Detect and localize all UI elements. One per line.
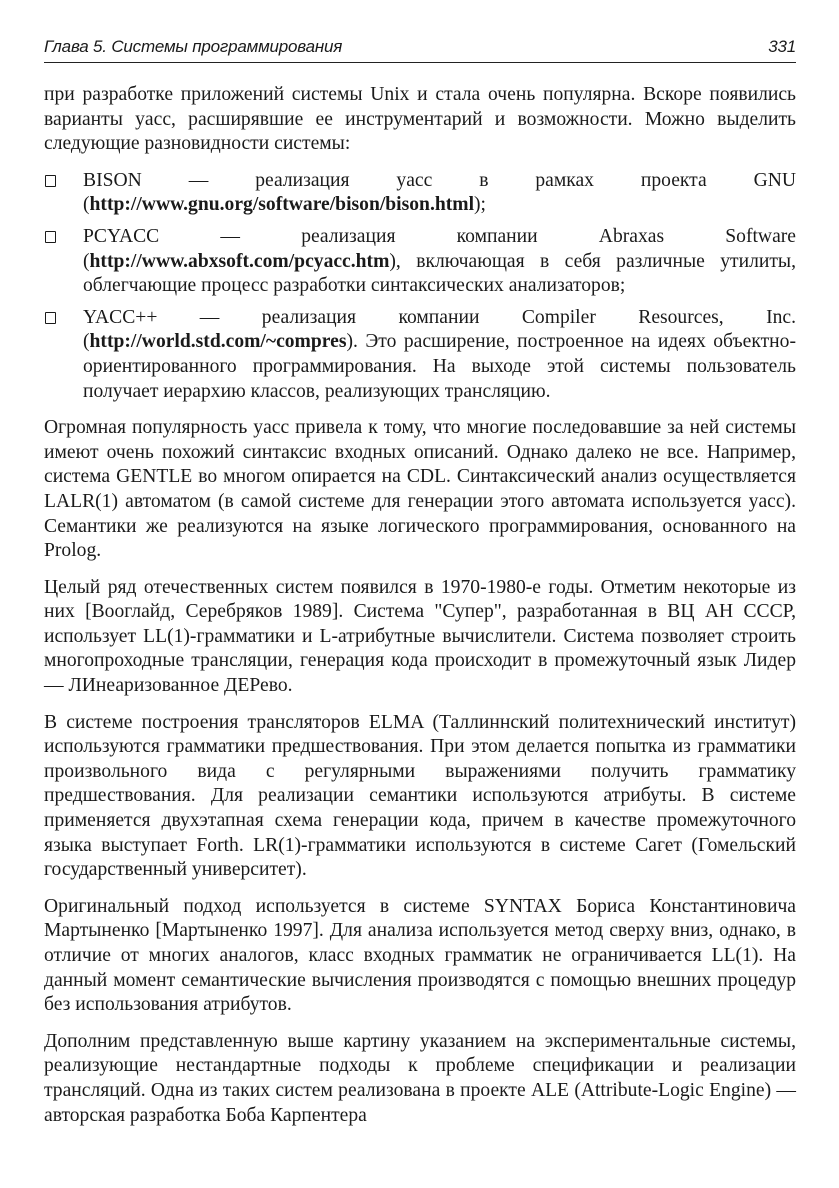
body-paragraph: Оригинальный подход используется в системе SYNTAX Бориса Константиновича Мартыненко [Мартыненко 1997]. Для анализа используется метод сверху вниз, однако, в отличие от многих аналогов, класс входных грамматик не ограничивается LL(1). На данный момент семантические вычисления производятся с помощью внешних процедур без использования атрибутов.	[44, 895, 796, 1016]
checkbox-bullet-icon	[45, 231, 56, 243]
checkbox-bullet-icon	[45, 175, 56, 187]
system-url-link[interactable]: http://www.abxsoft.com/pcyacc.htm	[89, 250, 390, 272]
chapter-title: Глава 5. Системы программирования	[44, 37, 343, 56]
body-paragraph: Дополним представленную выше картину указанием на экспериментальные системы, реализующие нестандартные подходы к проблеме спецификации и реализации трансляций. Одна из таких систем реализована в проекте ALE (Attribute-Logic Engine) — авторская разработка Боба Карпентера	[44, 1030, 796, 1126]
systems-list	[44, 169, 796, 404]
list-item: PCYACC — реализация компании Abraxas Software (http://www.abxsoft.com/pcyacc.htm), включающая в себя различные утилиты, облегчающие процесс разработки синтаксических анализаторов;	[44, 225, 796, 299]
system-url-link[interactable]: http://www.gnu.org/software/bison/bison.html	[89, 194, 475, 216]
list-item: BISON — реализация yacc в рамках проекта GNU (http://www.gnu.org/software/bison/bison.html);	[44, 169, 796, 218]
running-header	[44, 36, 796, 63]
system-name: PCYACC	[83, 225, 160, 247]
body-paragraph: В системе построения трансляторов ELMA (Таллиннский политехнический институт) используются грамматики предшествования. При этом делается попытка из грамматики произвольного вида с регулярными выражениями получить грамматику предшествования. Для реализации семантики используются атрибуты. В системе применяется двухэтапная схема генерации кода, причем в качестве промежуточного языка выступает Forth. LR(1)-грамматики используются в системе Сагет (Гомельский государственный университет).	[44, 711, 796, 881]
body-paragraph: Целый ряд отечественных систем появился в 1970-1980-е годы. Отметим некоторые из них [Вооглайд, Серебряков 1989]. Система "Супер", разработанная в ВЦ АН СССР, использует LL(1)-грамматики и L-атрибутные вычислители. Система позволяет строить многопроходные трансляции, генерация кода происходит в промежуточный язык Лидер — ЛИнеаризованное ДЕРево.	[44, 576, 796, 697]
system-description: реализация yacc в рамках проекта GNU (	[83, 169, 797, 216]
system-name: YACC++	[83, 306, 158, 328]
intro-paragraph: при разработке приложений системы Unix и стала очень популярна. Вскоре появились варианты yacc, расширявшие ее инструментарий и возможности. Можно выделить следующие разновидности системы:	[44, 84, 796, 155]
list-item: YACC++ — реализация компании Compiler Resources, Inc. (http://world.std.com/~compres). Это расширение, построенное на идеях объектно-ориентированного программирования. На выходе этой системы пользователь получает иерархию классов, реализующих трансляцию.	[44, 306, 796, 404]
checkbox-bullet-icon	[45, 312, 56, 324]
body-paragraph: Огромная популярность yacc привела к тому, что многие последовавшие за ней системы имеют очень похожий синтаксис входных описаний. Однако далеко не все. Например, система GENTLE во многом опирается на CDL. Синтаксический анализ осуществляется LALR(1) автоматом (в самой системе для генерации этого автомата используется yacc). Семантики же реализуются на языке логического программирования, основанного на Prolog.	[44, 417, 796, 562]
system-description: реализация компании Abraxas Software (	[83, 225, 796, 272]
page-body	[44, 83, 796, 1140]
system-description: реализация компании Compiler Resources, Inc. (	[83, 306, 796, 353]
system-name: BISON	[83, 169, 142, 191]
page-number: 331	[768, 37, 796, 56]
system-url-link[interactable]: http://world.std.com/~compres	[89, 331, 347, 353]
